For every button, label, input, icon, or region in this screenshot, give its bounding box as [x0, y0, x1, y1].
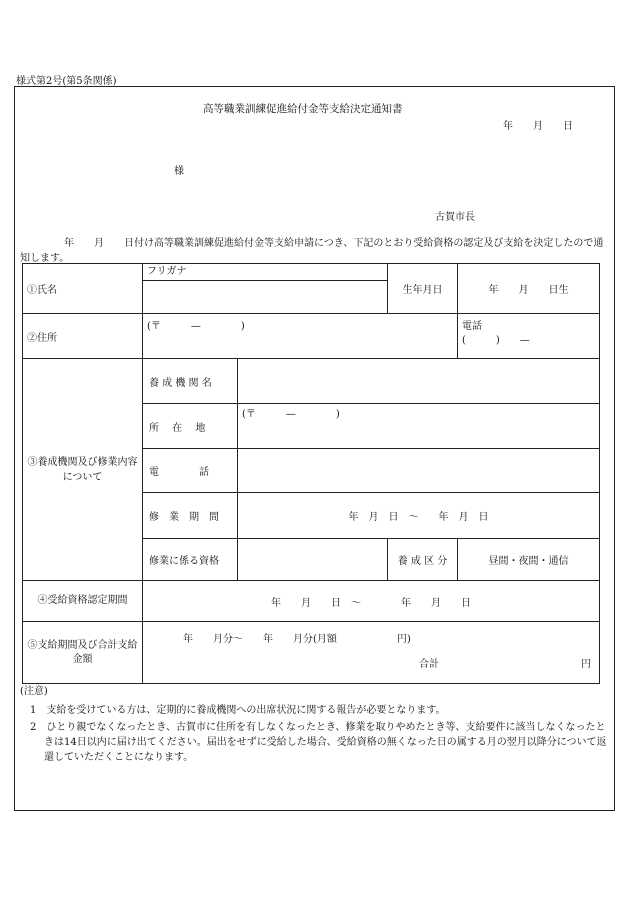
row-name: [23, 264, 600, 314]
name-field[interactable]: [147, 281, 383, 312]
notes: [20, 684, 610, 765]
issue-date: 年 月 日: [503, 121, 573, 132]
birth-label: 生年月日: [388, 264, 458, 314]
note-item: 1 支給を受けている方は、定期的に養成機関への出席状況に関する報告が必要となります。: [30, 705, 446, 716]
notice-body: 年 月 日付け高等職業訓練促進給付金等支給申請につき、下記のとおり受給資格の認定及び支給を決定したので通知します。: [20, 238, 604, 264]
note-item: 2 ひとり親でなくなったとき、古賀市に住所を有しなくなったとき、修業を取りやめたとき等、支給要件に該当しなくなったときは14日以内に届け出てください。届出をせずに受給した場合、受給資格の無くなった日の属する月の翌月以降分について返還していただくことになります。: [30, 722, 607, 763]
payment-cell[interactable]: [143, 622, 600, 684]
eligibility-label: ④受給資格認定期間: [23, 581, 143, 622]
row-address: [23, 314, 600, 359]
institution-phone-label: 電 話: [143, 449, 238, 493]
total-unit: 円: [581, 659, 591, 670]
payment-period-field[interactable]: 年 月分～ 年 月分(月額 円): [183, 634, 411, 645]
name-cell[interactable]: [143, 264, 388, 314]
form-table: [22, 263, 600, 684]
phone-label: 電話: [462, 321, 482, 332]
address-label: ②住所: [23, 314, 143, 359]
location-label: 所 在 地: [143, 404, 238, 449]
page-title: 高等職業訓練促進給付金等支給決定通知書: [203, 103, 403, 115]
payment-label: ⑤支給期間及び合計支給金額: [23, 622, 143, 684]
institution-name-field[interactable]: [238, 359, 600, 404]
payment-total-row: [151, 655, 591, 679]
phone-cell[interactable]: [458, 314, 600, 359]
qualification-label: 修業に係る資格: [143, 539, 238, 581]
training-label: ③養成機関及び修業内容について: [23, 359, 143, 581]
study-period-label: 修 業 期 間: [143, 493, 238, 539]
notes-heading: (注意): [20, 686, 48, 697]
study-period-field[interactable]: 年 月 日 ～ 年 月 日: [238, 493, 600, 539]
row-eligibility-period: [23, 581, 600, 622]
birth-field[interactable]: 年 月 日生: [458, 264, 600, 314]
qualification-field[interactable]: [238, 539, 388, 581]
location-field[interactable]: (〒 — ): [238, 404, 600, 449]
address-field[interactable]: (〒 — ): [143, 314, 458, 359]
addressee-suffix: 様: [174, 166, 184, 177]
division-options[interactable]: 昼間・夜間・通信: [458, 539, 600, 581]
name-label: ①氏名: [23, 264, 143, 314]
eligibility-field[interactable]: 年 月 日 ～ 年 月 日: [143, 581, 600, 622]
division-label: 養 成 区 分: [388, 539, 458, 581]
institution-phone-field[interactable]: [238, 449, 600, 493]
total-label: 合計: [419, 659, 439, 670]
phone-field[interactable]: ( ) —: [462, 335, 530, 346]
issuer-name: 古賀市長: [435, 212, 475, 223]
form-number: 様式第2号(第5条関係): [16, 76, 117, 87]
row-institution-name: [23, 359, 600, 404]
furigana-label: フリガナ: [143, 264, 387, 281]
row-payment: [23, 622, 600, 684]
institution-name-label: 養 成 機 関 名: [143, 359, 238, 404]
